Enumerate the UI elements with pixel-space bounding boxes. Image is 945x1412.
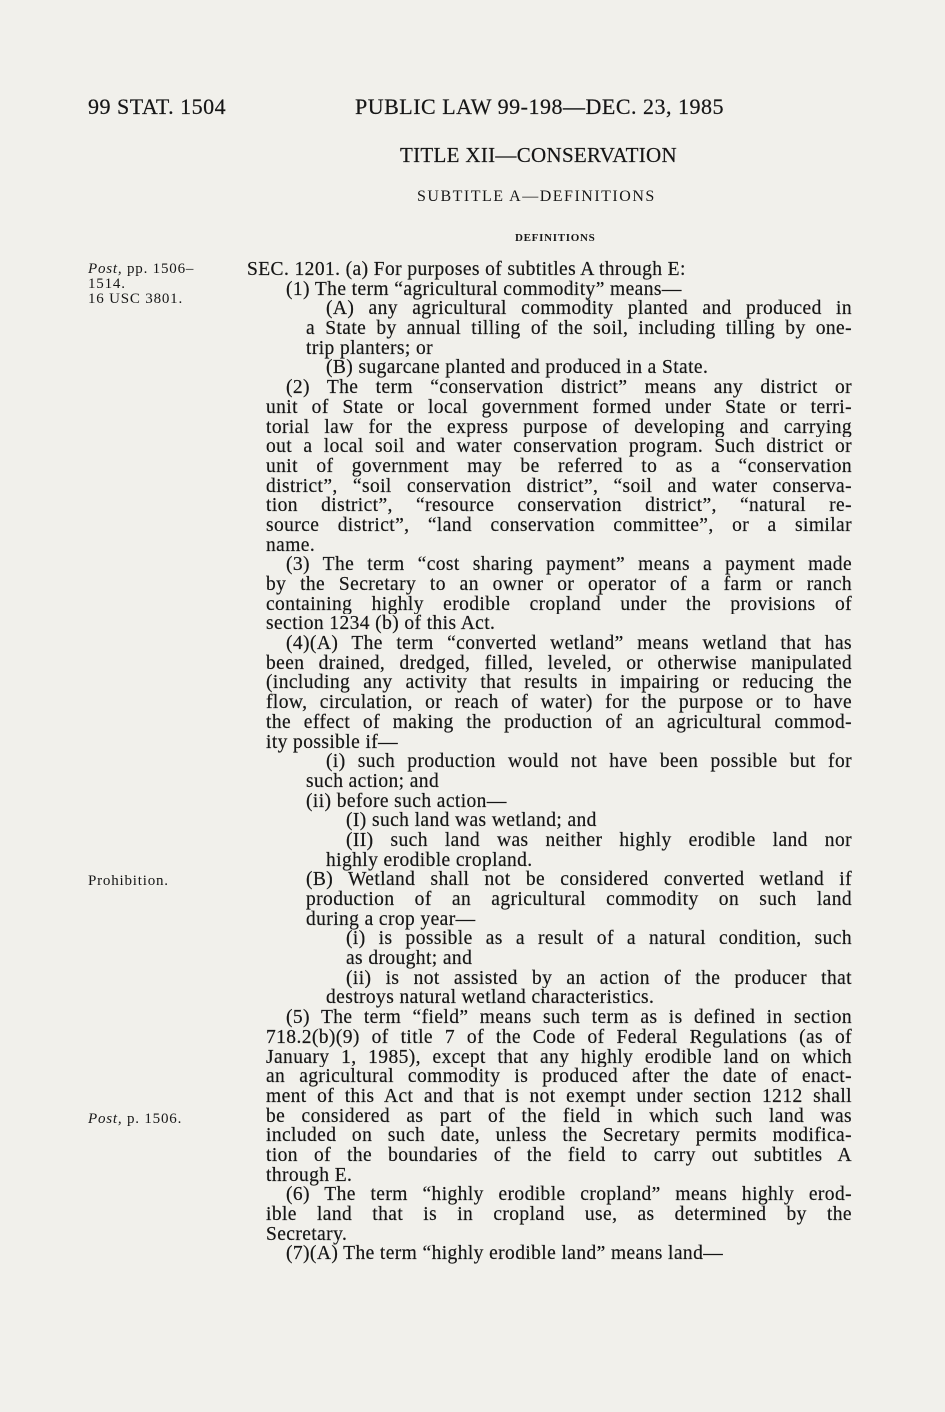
margin-note-italic: Post, [88,261,123,277]
body-line: the effect of making the production of an agricultural commod- [266,712,852,733]
body-line: January 1, 1985), except that any highly erodible land on which [266,1047,852,1068]
body-line: ible land that is in cropland use, as determined by the [266,1205,852,1225]
body-line: as drought; and [346,948,473,970]
body-line: (II) such land was neither highly erodible land nor [346,830,852,851]
body-line: (A) any agricultural commodity planted and produced in [326,299,852,320]
body-line: (4)(A) The term “converted wetland” means wetland that has [286,634,852,654]
body-line: tion district”, “resource conservation district”, “natural re- [266,496,852,516]
body-line: (B) sugarcane planted and produced in a State. [326,357,709,379]
body-line: included on such date, unless the Secretary permits modifica- [266,1126,852,1146]
body-line: (1) The term “agricultural commodity” means— [286,278,682,300]
body-line: such action; and [306,770,440,792]
body-line: (B) Wetland shall not be considered converted wetland if [306,870,852,890]
body-line: ity possible if— [266,731,399,753]
body-line: unit of State or local government formed under State or terri- [266,397,852,418]
body-line: highly erodible cropland. [326,849,533,871]
body-line: by the Secretary to an owner or operator of a farm or ranch [266,575,852,595]
body-line: Secretary. [266,1223,348,1245]
body-line: production of an agricultural commodity on such land [306,890,852,910]
body-line: tion of the boundaries of the field to carry out subtitles A [266,1145,852,1166]
body-line: (6) The term “highly erodible cropland” means highly erod- [286,1185,852,1205]
body-line: be considered as part of the field in which such land was [266,1106,852,1127]
body-line: (including any activity that results in impairing or reducing the [266,673,852,694]
body-line: section 1234 (b) of this Act. [266,613,496,635]
margin-note-italic: Post, [88,1111,123,1127]
body-line: name. [266,534,316,556]
margin-note-text: pp. 1506– [126,261,195,277]
title-heading: TITLE XII—CONSERVATION [400,143,677,167]
body-line: an agricultural commodity is produced after the date of enact- [266,1067,852,1087]
body-line: (3) The term “cost sharing payment” means a payment made [286,555,852,575]
body-line: containing highly erodible cropland under the provisions of [266,594,852,615]
body-line: (7)(A) The term “highly erodible land” means land— [286,1243,724,1265]
body-line: 718.2(b)(9) of title 7 of the Code of Federal Regulations (as of [266,1027,852,1048]
body-line: (2) The term “conservation district” means any district or [286,378,852,398]
stat-page-reference: 99 STAT. 1504 [88,94,227,119]
body-line: during a crop year— [306,908,476,930]
body-line: been drained, dredged, filled, leveled, or otherwise manipulated [266,653,852,674]
body-line: district”, “soil conservation district”, “soil and water conserva- [266,476,852,497]
body-line: (5) The term “field” means such term as is defined in section [286,1008,852,1028]
body-line: torial law for the express purpose of developing and carrying [266,417,852,438]
subtitle-heading: SUBTITLE A—DEFINITIONS [417,188,656,205]
margin-note-prohibition: Prohibition. [88,873,169,889]
section-heading: DEFINITIONS [515,232,596,244]
body-line: unit of government may be referred to as a “conservation [266,456,852,477]
body-line: SEC. 1201. (a) For purposes of subtitles A through E: [247,259,686,280]
body-line: trip planters; or [306,337,434,359]
body-line: source district”, “land conservation committee”, or a similar [266,515,852,536]
body-line: (i) such production would not have been possible but for [326,752,852,772]
body-line: (i) is possible as a result of a natural condition, such [346,929,852,950]
body-line: (ii) is not assisted by an action of the producer that [346,968,852,989]
body-line: (ii) before such action— [306,790,507,812]
margin-note-text: p. 1506. [126,1111,183,1127]
margin-note-line: 1514. [88,276,126,292]
margin-note-usc: 16 USC 3801. [88,291,184,307]
body-line: flow, circulation, or reach of water) for the purpose or to have [266,693,852,713]
body-line: destroys natural wetland characteristics. [326,987,655,1009]
body-line: through E. [266,1164,353,1186]
body-line: ment of this Act and that is not exempt under section 1212 shall [266,1086,852,1107]
running-head: PUBLIC LAW 99-198—DEC. 23, 1985 [355,94,724,119]
body-line: (I) such land was wetland; and [346,810,597,832]
section-body [0,260,852,1264]
body-line: out a local soil and water conservation program. Such district or [266,437,852,457]
body-line: a State by annual tilling of the soil, including tilling by one- [306,319,852,339]
